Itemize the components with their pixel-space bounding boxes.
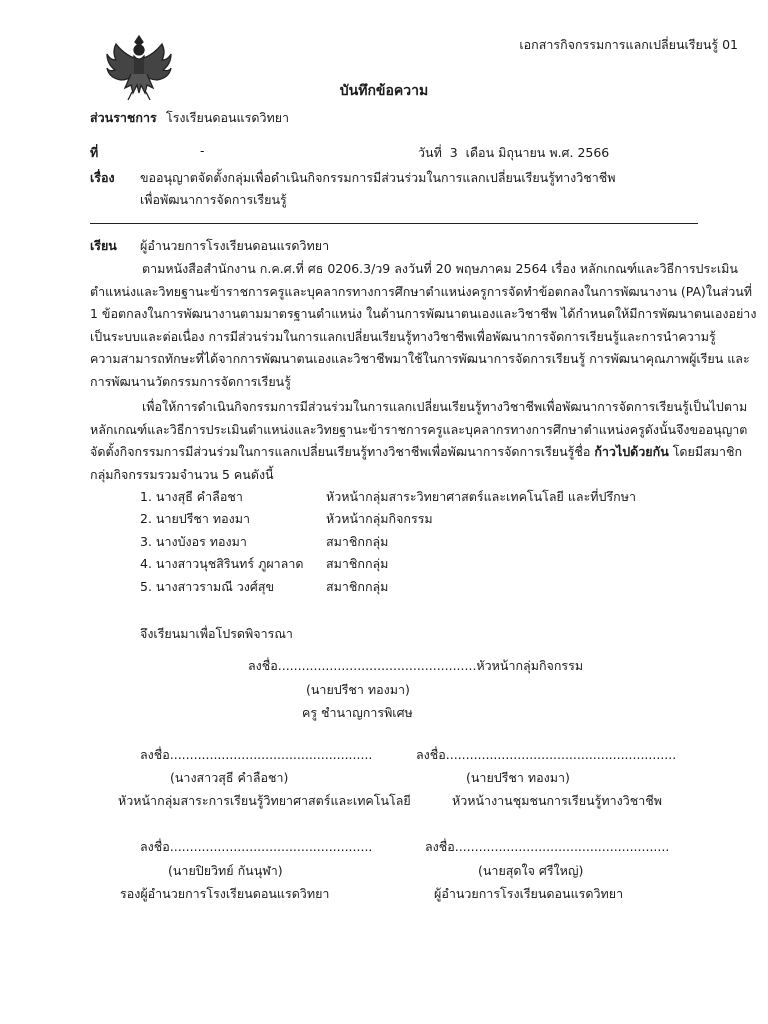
left-signature-line-1: ลงชื่อ................................................... (140, 747, 373, 762)
to-value: ผู้อำนวยการโรงเรียนดอนแรดวิทยา (140, 238, 330, 253)
member-name: 1. นางสุธี คำลือชา (140, 489, 243, 504)
closing-text: จึงเรียนมาเพื่อโปรดพิจารณา (140, 626, 293, 641)
member-name: 4. นางสาวนุชสิรินทร์ ภูผาลาด (140, 556, 304, 571)
paragraph-text: โดยมีสมาชิก (668, 444, 743, 459)
subject-label: เรื่อง (90, 170, 115, 185)
right-signature-line-2: ลงชื่อ...................................................... (425, 839, 670, 854)
body-paragraph-1 (90, 258, 757, 393)
member-role: หัวหน้ากลุ่มกิจกรรม (326, 511, 433, 526)
right-signer-position-1: หัวหน้างานชุมชนการเรียนรู้ทางวิชาชีพ (452, 793, 662, 808)
paragraph-line: หลักเกณฑ์และวิธีการประเมินตำแหน่งและวิทยฐานะข้าราชการครูและบุคลากรทางการศึกษาตำแหน่งครูดังนั้นจึงขออนุญาต (90, 421, 748, 437)
member-name: 2. นายปรีชา ทองมา (140, 511, 251, 526)
date-year-label: พ.ศ. (549, 145, 574, 160)
left-signer-name-1: (นางสาวสุธี คำลือชา) (170, 770, 289, 785)
member-name: 3. นางบังอร ทองมา (140, 534, 247, 549)
date-month: มิถุนายน (498, 145, 546, 160)
member-role: สมาชิกกลุ่ม (326, 579, 389, 594)
ref-no-value: - (200, 143, 205, 158)
paragraph-line: 1 ข้อตกลงในการพัฒนางานตามมาตรฐานตำแหน่ง ในด้านการพัฒนาตนเองและวิชาชีพ ได้กำหนดให้มีการพัฒนาตนเองอย่าง (90, 306, 757, 321)
ref-no-label: ที่ (90, 145, 99, 160)
agency-label: ส่วนราชการ (90, 110, 157, 125)
paragraph-line: เป็นระบบและต่อเนื่อง การมีส่วนร่วมในการแลกเปลี่ยนเรียนรู้ทางวิชาชีพเพื่อพัฒนาการจัดการเรียนรู้และการนำความรู้ (90, 328, 716, 344)
subject-line-1: ขออนุญาตจัดตั้งกลุ่มเพื่อดำเนินกิจกรรมการมีส่วนร่วมในการแลกเปลี่ยนเรียนรู้ทางวิชาชีพ (140, 170, 616, 185)
date-line (418, 143, 609, 163)
header-divider (90, 223, 698, 224)
document-reference: เอกสารกิจกรรมการแลกเปลี่ยนเรียนรู้ 01 (519, 37, 738, 52)
date-day: 3 (449, 145, 458, 160)
right-signer-name-1: (นายปรีชา ทองมา) (466, 770, 570, 785)
member-name: 5. นางสาวรามณี วงศ์สุข (140, 579, 275, 594)
subject-line-2: เพื่อพัฒนาการจัดการเรียนรู้ (140, 192, 287, 207)
member-role: สมาชิกกลุ่ม (326, 556, 389, 571)
main-signer-name: (นายปรีชา ทองมา) (306, 682, 410, 697)
paragraph-line: การพัฒนานวัตกรรมการจัดการเรียนรู้ (90, 373, 291, 389)
paragraph-line: เพื่อให้การดำเนินกิจกรรมการมีส่วนร่วมในการแลกเปลี่ยนเรียนรู้ทางวิชาชีพเพื่อพัฒนาการจัดการเรียนรู้เป็นไปตาม (142, 399, 748, 414)
right-signature-line-1: ลงชื่อ.......................................................... (416, 747, 677, 762)
right-signer-position-2: ผู้อำนวยการโรงเรียนดอนแรดวิทยา (434, 886, 624, 901)
left-signer-position-1: หัวหน้ากลุ่มสาระการเรียนรู้วิทยาศาสตร์และเทคโนโลยี (118, 793, 411, 808)
body-paragraph-2 (90, 396, 748, 486)
paragraph-line: ตามหนังสือสำนักงาน ก.ค.ศ.ที่ ศธ 0206.3/ว9 ลงวันที่ 20 พฤษภาคม 2564 เรื่อง หลักเกณฑ์และวิธีการประเมิน (142, 261, 738, 276)
agency-value: โรงเรียนดอนแรดวิทยา (166, 110, 290, 125)
paragraph-text: จัดตั้งกิจกรรมการมีส่วนร่วมในการแลกเปลี่ยนเรียนรู้ทางวิชาชีพเพื่อพัฒนาการจัดการเรียนรู้ชื่อ (90, 444, 595, 459)
paragraph-line: ตำแหน่งและวิทยฐานะข้าราชการครูและบุคลากรทางการศึกษาตำแหน่งครูการจัดทำข้อตกลงในการพัฒนางาน (PA)ในส่วนที่ (90, 283, 753, 299)
left-signer-position-2: รองผู้อำนวยการโรงเรียนดอนแรดวิทยา (120, 886, 330, 901)
paragraph-line: ความสามารถทักษะที่ได้จากการพัฒนาตนเองและวิชาชีพมาใช้ในการพัฒนาการจัดการเรียนรู้ การพัฒนาคุณภาพผู้เรียน และ (90, 351, 750, 366)
member-role: สมาชิกกลุ่ม (326, 534, 389, 549)
memo-title: บันทึกข้อความ (339, 83, 429, 99)
member-role: หัวหน้ากลุ่มสาระวิทยาศาสตร์และเทคโนโลยี และที่ปรึกษา (326, 489, 637, 504)
date-month-label: เดือน (465, 145, 495, 160)
main-signature-line: ลงชื่อ..................................................หัวหน้ากลุ่มกิจกรรม (248, 658, 584, 673)
right-signer-name-2: (นายสุดใจ ศรีใหญ่) (478, 863, 584, 878)
group-name: ก้าวไปด้วยกัน (594, 444, 669, 459)
left-signer-name-2: (นายปิยวิทย์ กันนุฬา) (168, 863, 283, 878)
date-day-label: วันที่ (418, 145, 442, 160)
main-signer-position: ครู ชำนาญการพิเศษ (302, 705, 413, 720)
left-signature-line-2: ลงชื่อ................................................... (140, 839, 373, 854)
paragraph-line (90, 441, 743, 464)
date-year: 2566 (577, 145, 610, 160)
paragraph-line: กลุ่มกิจกรรมรวมจำนวน 5 คนดังนี้ (90, 466, 274, 482)
to-label: เรียน (90, 238, 117, 253)
